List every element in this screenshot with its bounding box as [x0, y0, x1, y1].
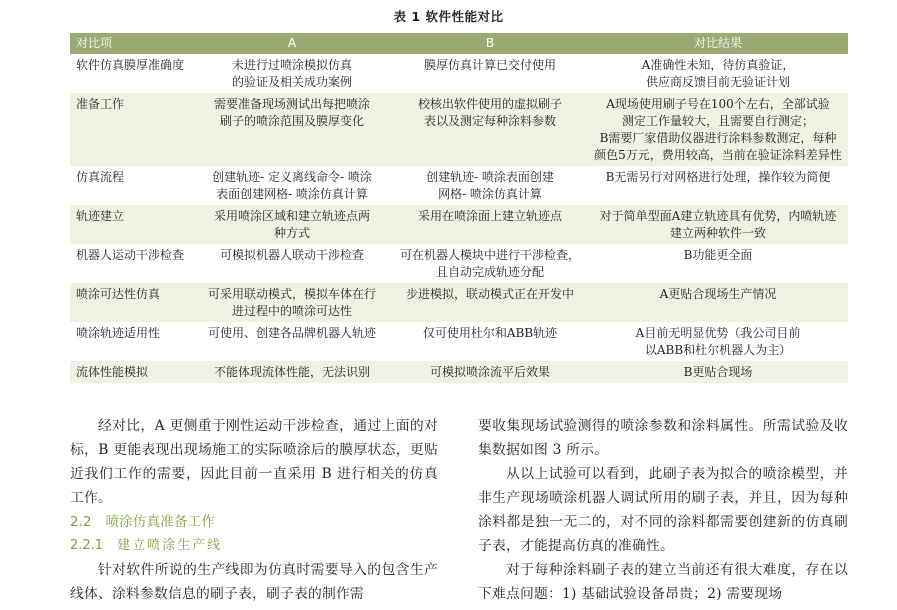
item-cell: 仿真流程	[70, 166, 192, 205]
paragraph: 要收集现场试验测得的喷涂参数和涂料属性。所需试验及收集数据如图 3 所示。	[478, 418, 848, 458]
table-row	[70, 93, 848, 166]
result-cell: A更贴合现场生产情况	[588, 283, 848, 322]
a-cell: 需要准备现场测试出每把喷涂 刷子的喷涂范围及膜厚变化	[192, 93, 392, 166]
item-cell: 轨迹建立	[70, 205, 192, 244]
paragraph: 经对比，A 更侧重于刚性运动干涉检查，通过上面的对标，B 更能表现出现场施工的实际喷涂后的膜厚状态，更贴近我们工作的需要，因此目前一直采用 B 进行相关的仿真工作。	[70, 418, 438, 506]
paragraph: 对于每种涂料刷子表的建立当前还有很大难度，存在以下难点问题：1) 基础试验设备昂贵；2) 需要现场	[478, 562, 848, 602]
item-cell: 机器人运动干涉检查	[70, 244, 192, 283]
b-cell: 校核出软件使用的虚拟刷子 表以及测定每种涂料参数	[392, 93, 588, 166]
item-cell: 喷涂轨迹适用性	[70, 322, 192, 361]
table-row	[70, 244, 848, 283]
result-cell: 对于简单型面A建立轨迹具有优势，内喷轨迹 建立两种软件一致	[588, 205, 848, 244]
b-cell: 步进模拟，联动模式正在开发中	[392, 283, 588, 322]
b-cell: 膜厚仿真计算已交付使用	[392, 54, 588, 93]
result-cell: A准确性未知，待仿真验证， 供应商反馈目前无验证计划	[588, 54, 848, 93]
result-cell: A目前无明显优势（我公司目前 以ABB和杜尔机器人为主）	[588, 322, 848, 361]
result-cell: B功能更全面	[588, 244, 848, 283]
a-cell: 采用喷涂区域和建立轨迹点两 种方式	[192, 205, 392, 244]
a-cell: 可模拟机器人联动干涉检查	[192, 244, 392, 283]
b-cell: 仅可使用杜尔和ABB轨迹	[392, 322, 588, 361]
left-column	[70, 414, 438, 606]
header-b: B	[392, 33, 588, 54]
subsection-title: 建立喷涂生产线	[117, 538, 223, 553]
a-cell: 未进行过喷涂模拟仿真 的验证及相关成功案例	[192, 54, 392, 93]
header-a: A	[192, 33, 392, 54]
table-row	[70, 283, 848, 322]
right-column	[478, 414, 848, 606]
header-result: 对比结果	[588, 33, 848, 54]
table-row	[70, 54, 848, 93]
item-cell: 软件仿真膜厚准确度	[70, 54, 192, 93]
table-row	[70, 361, 848, 383]
b-cell: 创建轨迹- 喷涂表面创建 网格- 喷涂仿真计算	[392, 166, 588, 205]
result-cell: B无需另行对网格进行处理，操作较为简便	[588, 166, 848, 205]
subsection-heading	[70, 534, 438, 558]
paragraph: 针对软件所说的生产线即为仿真时需要导入的包含生产线体、涂料参数信息的刷子表，刷子表的制作需	[70, 562, 438, 602]
section-number: 2.2	[70, 514, 92, 530]
b-cell: 采用在喷涂面上建立轨迹点	[392, 205, 588, 244]
result-cell: A现场使用刷子号在100个左右，全部试验 测定工作量较大，且需要自行测定； B需要厂家借助仪器进行涂料参数测定，每种 颜色5万元，费用较高，当前在验证涂料差异性	[588, 93, 848, 166]
a-cell: 创建轨迹- 定义离线命令- 喷涂 表面创建网格- 喷涂仿真计算	[192, 166, 392, 205]
subsection-number: 2.2.1	[70, 538, 104, 553]
b-cell: 可模拟喷涂流平后效果	[392, 361, 588, 383]
header-item: 对比项	[70, 33, 192, 54]
item-cell: 喷涂可达性仿真	[70, 283, 192, 322]
table-row	[70, 322, 848, 361]
table-row	[70, 166, 848, 205]
table-caption: 表 1 软件性能对比	[393, 9, 504, 24]
section-title: 喷涂仿真准备工作	[105, 514, 216, 530]
result-cell: B更贴合现场	[588, 361, 848, 383]
table-row	[70, 205, 848, 244]
item-cell: 流体性能模拟	[70, 361, 192, 383]
section-heading	[70, 510, 438, 534]
comparison-table	[70, 33, 848, 383]
a-cell: 可使用、创建各品牌机器人轨迹	[192, 322, 392, 361]
item-cell: 准备工作	[70, 93, 192, 166]
table-header-row	[70, 33, 848, 54]
paragraph: 从以上试验可以看到，此刷子表为拟合的喷涂模型，并非生产现场喷涂机器人调试所用的刷子表，并且，因为每种涂料都是独一无二的，对不同的涂料都需要创建新的仿真刷子表，才能提高仿真的准确性。	[478, 466, 848, 554]
a-cell: 不能体现流体性能，无法识别	[192, 361, 392, 383]
a-cell: 可采用联动模式，模拟车体在行 进过程中的喷涂可达性	[192, 283, 392, 322]
b-cell: 可在机器人模块中进行干涉检查， 且自动完成轨迹分配	[392, 244, 588, 283]
